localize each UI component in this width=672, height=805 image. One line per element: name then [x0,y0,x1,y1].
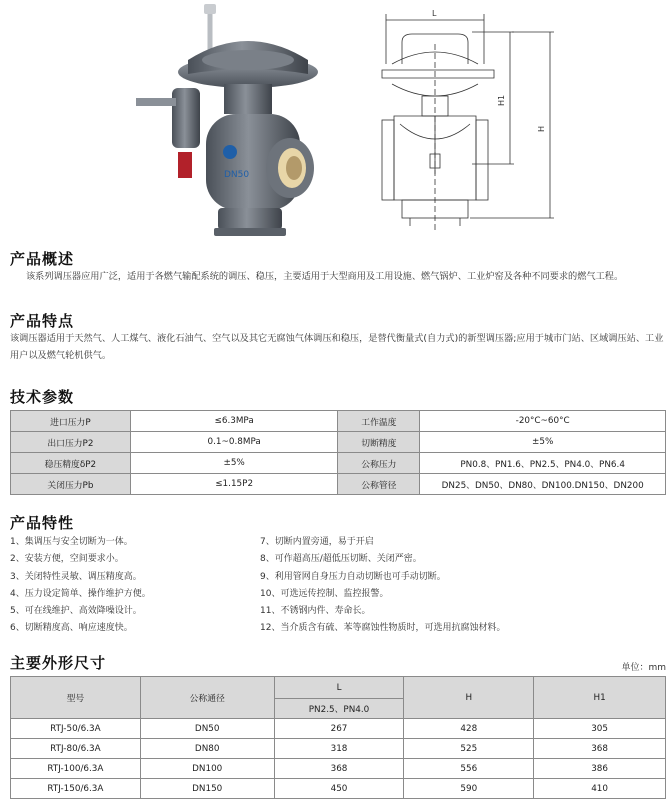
cell-dn: DN150 [140,779,274,799]
regulator-photo [128,2,318,242]
param-value: 0.1~0.8MPa [130,432,338,453]
param-label: 关闭压力Pb [11,474,131,495]
cell-h1: 368 [534,739,666,759]
cell-l: 368 [274,759,404,779]
table-row [11,453,666,474]
table-row [11,411,666,432]
cell-model: RTJ-80/6.3A [11,739,141,759]
features-intro-title: 产品特点 [10,312,75,330]
header-dn: 公称通径 [140,677,274,719]
list-item: 11、不锈钢内件、寿命长。 [260,606,371,617]
list-item: 9、利用管网自身压力自动切断也可手动切断。 [260,571,446,582]
header-l-sub: PN2.5、PN4.0 [274,699,404,719]
param-value: PN0.8、PN1.6、PN2.5、PN4.0、PN6.4 [420,453,666,474]
cell-l: 318 [274,739,404,759]
list-item: 12、当介质含有硫、苯等腐蚀性物质时，可选用抗腐蚀材料。 [260,623,506,634]
features-intro-text: 该调压器适用于天然气、人工煤气、液化石油气、空气以及其它无腐蚀气体调压和稳压，是替代衡量式(自力式)的新型调压器;应用于城市门站、区域调压站、工业用户以及燃气轮机供气。 [10,333,664,361]
param-value: -20°C~60°C [420,411,666,432]
list-item: 6、切断精度高、响应速度快。 [10,623,133,634]
valve-marking: DN50 [224,170,250,180]
table-row [11,474,666,495]
cell-dn: DN100 [140,759,274,779]
overview-text: 该系列调压器应用广泛，适用于各燃气输配系统的调压、稳压，主要适用于大型商用及工用设施、燃气锅炉、工业炉窑及各种不同要求的燃气工程。 [26,271,624,282]
header-model: 型号 [11,677,141,719]
table-row [11,759,666,779]
dimensions-title: 主要外形尺寸 [10,654,107,672]
cell-dn: DN80 [140,739,274,759]
cell-model: RTJ-150/6.3A [11,779,141,799]
param-label: 进口压力P [11,411,131,432]
cell-h: 428 [404,719,534,739]
list-item: 3、关闭特性灵敏、调压精度高。 [10,571,142,582]
cell-l: 450 [274,779,404,799]
cell-h1: 386 [534,759,666,779]
cell-l: 267 [274,719,404,739]
param-value: ≤1.15P2 [130,474,338,495]
list-item: 4、压力设定简单、操作维护方便。 [10,588,151,599]
param-value: DN25、DN50、DN80、DN100.DN150、DN200 [420,474,666,495]
cell-h: 590 [404,779,534,799]
param-value: ≤6.3MPa [130,411,338,432]
characteristics-title: 产品特性 [10,514,75,532]
dim-label-l: L [432,9,437,18]
list-item: 7、切断内置旁通，易于开启 [260,537,374,547]
list-item: 2、安装方便，空间要求小。 [10,554,124,565]
tech-params-table [10,410,666,495]
list-item: 5、可在线维护、高效降噪设计。 [10,606,142,617]
header-l: L [274,677,404,699]
table-row [11,739,666,759]
header-h1: H1 [534,677,666,719]
param-label: 公称管径 [338,474,420,495]
dim-label-h: H [537,125,546,132]
list-item: 10、可选远传控制、监控报警。 [260,588,389,599]
list-item: 8、可作超高压/超低压切断、关闭严密。 [260,554,422,565]
tech-title: 技术参数 [10,388,75,406]
cell-h: 525 [404,739,534,759]
cell-model: RTJ-50/6.3A [11,719,141,739]
param-value: ±5% [130,453,338,474]
cell-model: RTJ-100/6.3A [11,759,141,779]
cell-h: 556 [404,759,534,779]
table-row [11,432,666,453]
dimensions-table [10,676,666,799]
unit-label: 单位：mm [621,663,666,673]
param-label: 公称压力 [338,453,420,474]
table-row [11,779,666,799]
param-label: 出口压力P2 [11,432,131,453]
list-item: 1、集调压与安全切断为一体。 [10,537,133,547]
param-label: 切断精度 [338,432,420,453]
dim-label-h1: H1 [497,94,506,106]
cell-dn: DN50 [140,719,274,739]
cell-h1: 410 [534,779,666,799]
dimension-drawing [372,4,572,236]
cell-h1: 305 [534,719,666,739]
overview-title: 产品概述 [10,250,75,268]
param-label: 稳压精度δP2 [11,453,131,474]
header-h: H [404,677,534,719]
param-label: 工作温度 [338,411,420,432]
table-row [11,719,666,739]
param-value: ±5% [420,432,666,453]
